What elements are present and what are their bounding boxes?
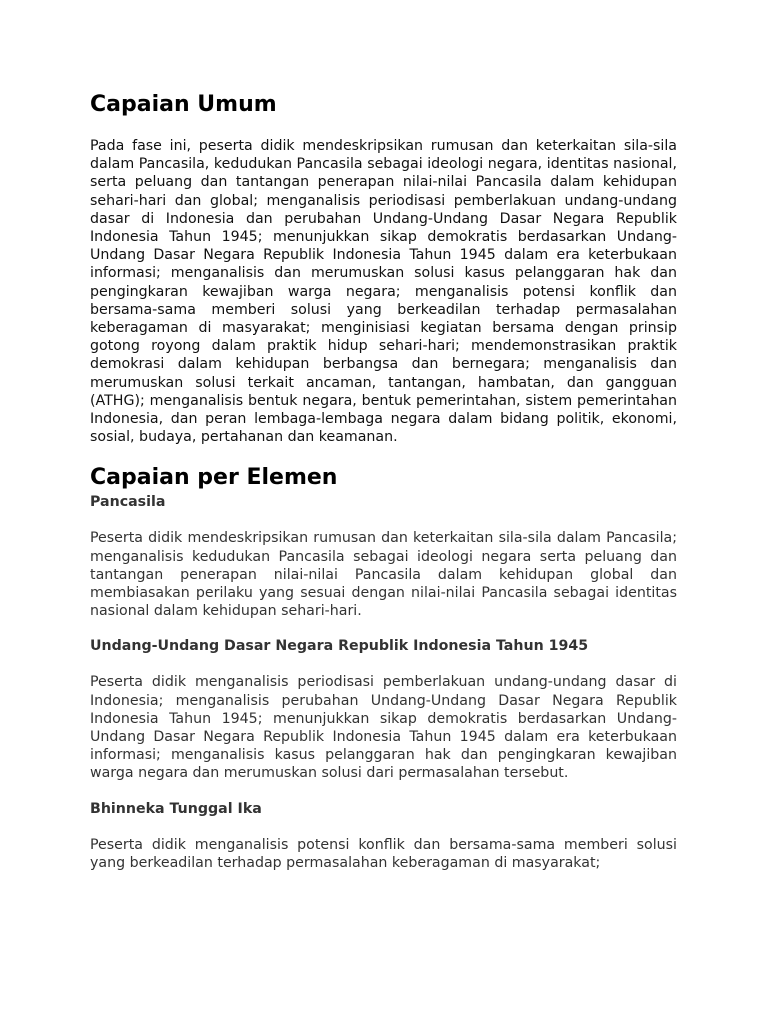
subheading-uud-1945: Undang-Undang Dasar Negara Republik Indonesia Tahun 1945 xyxy=(90,638,589,655)
paragraph-bhinneka-tunggal-ika: Peserta didik menganalisis potensi konflik dan bersama-sama memberi solusi yang berkeadilan terhadap permasalahan keberagaman di masyarakat; xyxy=(90,836,677,871)
paragraph-pancasila: Peserta didik mendeskripsikan rumusan dan keterkaitan sila-sila dalam Pancasila; menganalisis kedudukan Pancasila sebagai ideologi negara serta peluang dan tantangan penerapan nilai-nilai Pancasila dalam kehidupan global dan membiasakan perilaku yang sesuai dengan nilai-nilai Pancasila sebagai identitas nasional dalam kehidupan sehari-hari. xyxy=(90,530,677,620)
section-title-capaian-umum: Capaian Umum xyxy=(90,92,277,117)
subheading-pancasila: Pancasila xyxy=(90,494,166,511)
document-page xyxy=(90,90,677,872)
paragraph-capaian-umum: Pada fase ini, peserta didik mendeskripsikan rumusan dan keterkaitan sila-sila dalam Pancasila, kedudukan Pancasila sebagai ideologi negara, identitas nasional, serta peluang dan tantangan penerapan nilai-nilai Pancasila dalam kehidupan sehari-hari dan global; menganalisis periodisasi pemberlakuan undang-undang dasar di Indonesia dan perubahan Undang-Undang Dasar Negara Republik Indonesia Tahun 1945; menunjukkan sikap demokratis berdasarkan Undang-Undang Dasar Negara Republik Indonesia Tahun 1945 dalam era keterbukaan informasi; menganalisis dan merumuskan solusi kasus pelanggaran hak dan pengingkaran kewajiban warga negara; menganalisis potensi konflik dan bersama-sama memberi solusi yang berkeadilan terhadap permasalahan keberagaman di masyarakat; menginisiasi kegiatan bersama dengan prinsip gotong royong dalam praktik hidup sehari-hari; mendemonstrasikan praktik demokrasi dalam kehidupan berbangsa dan bernegara; menganalisis dan merumuskan solusi terkait ancaman, tantangan, hambatan, dan gangguan (ATHG); menganalisis bentuk negara, bentuk pemerintahan, sistem pemerintahan Indonesia, dan peran lembaga-lembaga negara dalam bidang politik, ekonomi, sosial, budaya, pertahanan dan keamanan. xyxy=(90,138,677,446)
paragraph-uud-1945: Peserta didik menganalisis periodisasi pemberlakuan undang-undang dasar di Indonesia; menganalisis perubahan Undang-Undang Dasar Negara Republik Indonesia Tahun 1945; menunjukkan sikap demokratis berdasarkan Undang-Undang Dasar Negara Republik Indonesia Tahun 1945 dalam era keterbukaan informasi; menganalisis kasus pelanggaran hak dan pengingkaran kewajiban warga negara dan merumuskan solusi dari permasalahan tersebut. xyxy=(90,674,677,782)
section-title-capaian-per-elemen: Capaian per Elemen xyxy=(90,465,338,491)
subheading-bhinneka-tunggal-ika: Bhinneka Tunggal Ika xyxy=(90,800,262,817)
